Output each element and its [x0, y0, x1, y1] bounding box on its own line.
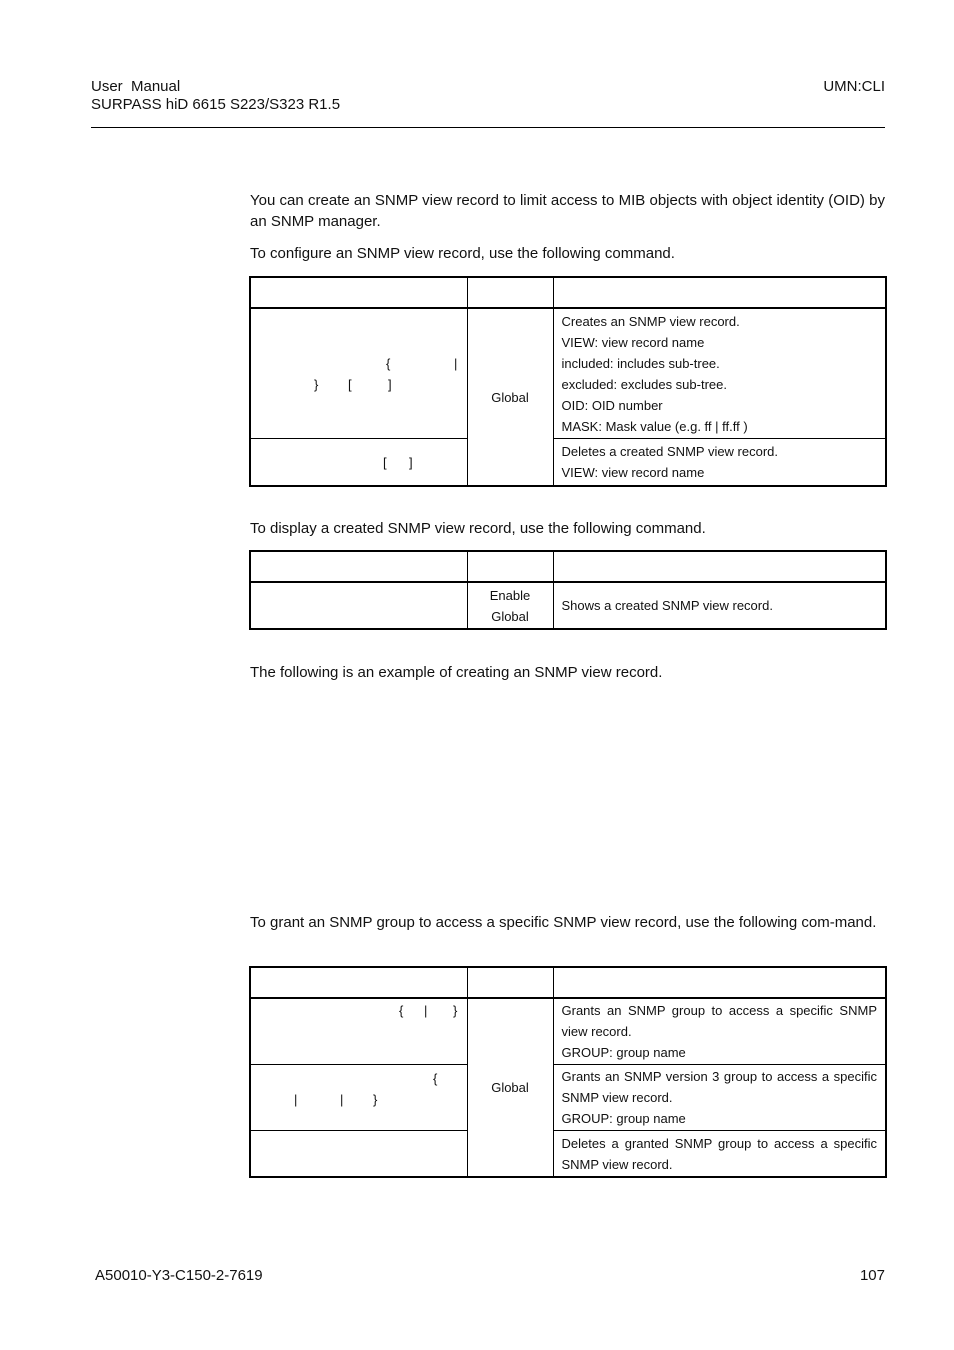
display-paragraph: To display a created SNMP view record, use the following command.	[250, 520, 706, 537]
intro-paragraph: You can create an SNMP view record to limit access to MIB objects with object identity (OID) by an SNMP manager.	[250, 192, 885, 230]
syntax-glyph: |	[294, 1092, 298, 1107]
syntax-glyph: |	[424, 1003, 428, 1018]
document-number: A50010-Y3-C150-2-7619	[95, 1267, 263, 1284]
create-view-syntax	[250, 308, 467, 439]
access-v3-syntax	[250, 1065, 467, 1131]
access-delete-description	[553, 1131, 886, 1178]
syntax-glyph: {	[386, 356, 391, 371]
syntax-glyph: ]	[388, 377, 392, 392]
desc-line: included: includes sub-tree.	[561, 355, 720, 371]
doc-type: User Manual	[91, 78, 181, 95]
delete-view-description	[553, 439, 886, 487]
desc-line: OID: OID number	[561, 397, 663, 413]
table-row	[250, 1131, 886, 1178]
page-header-left	[91, 78, 340, 114]
example-paragraph: The following is an example of creating an SNMP view record.	[250, 664, 663, 681]
snmp-view-command-table	[249, 276, 887, 487]
show-view-description: Shows a created SNMP view record.	[553, 582, 886, 629]
desc-param: GROUP: group name	[561, 1045, 686, 1060]
syntax-glyph: |	[454, 356, 458, 371]
header-divider	[91, 127, 885, 128]
syntax-glyph: }	[373, 1092, 378, 1107]
desc-line: Creates an SNMP view record.	[561, 313, 740, 329]
product-name: SURPASS hiD 6615 S223/S323 R1.5	[91, 96, 341, 113]
grant-paragraph: To grant an SNMP group to access a specific SNMP view record, use the following com-mand.	[250, 914, 877, 931]
section-code: UMN:CLI	[823, 78, 885, 95]
access-description	[553, 998, 886, 1065]
desc-text: Grants an SNMP group to access a specific SNMP view record.	[561, 1003, 877, 1039]
access-delete-syntax	[250, 1131, 467, 1178]
desc-text: Grants an SNMP version 3 group to access a specific SNMP view record.	[561, 1069, 877, 1105]
desc-text: Deletes a granted SNMP group to access a specific SNMP view record.	[561, 1135, 877, 1172]
desc-line: excluded: excludes sub-tree.	[561, 376, 727, 392]
show-view-syntax	[250, 582, 467, 629]
configure-paragraph: To configure an SNMP view record, use the following command.	[250, 245, 675, 262]
snmp-view-show-table	[249, 550, 887, 630]
table-row	[250, 1065, 886, 1131]
syntax-glyph: ]	[409, 455, 413, 470]
table-row	[250, 582, 886, 629]
mode-line: Global	[491, 608, 529, 624]
syntax-glyph: {	[433, 1071, 438, 1086]
syntax-glyph: }	[453, 1003, 458, 1018]
table-row	[250, 998, 886, 1065]
delete-view-syntax	[250, 439, 467, 487]
table-header-row	[250, 277, 886, 308]
table-header-row	[250, 551, 886, 582]
mode-line: Enable	[489, 587, 531, 603]
create-view-description	[553, 308, 886, 439]
desc-line: VIEW: view record name	[561, 334, 705, 350]
desc-line: Deletes a created SNMP view record.	[561, 444, 779, 459]
syntax-glyph: |	[340, 1092, 344, 1107]
syntax-glyph: }	[314, 377, 319, 392]
page-number: 107	[859, 1267, 885, 1284]
command-mode	[467, 582, 553, 629]
access-v3-description	[553, 1065, 886, 1131]
desc-line: VIEW: view record name	[561, 465, 705, 480]
syntax-glyph: [	[383, 455, 387, 470]
command-mode: Global	[467, 998, 553, 1177]
desc-line: MASK: Mask value (e.g. ff | ff.ff )	[561, 418, 748, 434]
syntax-glyph: {	[399, 1003, 404, 1018]
snmp-access-command-table	[249, 966, 887, 1178]
table-row	[250, 308, 886, 439]
table-header-row	[250, 967, 886, 998]
access-syntax	[250, 998, 467, 1065]
desc-param: GROUP: group name	[561, 1111, 686, 1126]
command-mode: Global	[467, 308, 553, 486]
syntax-glyph: [	[348, 377, 352, 392]
table-row	[250, 439, 886, 487]
